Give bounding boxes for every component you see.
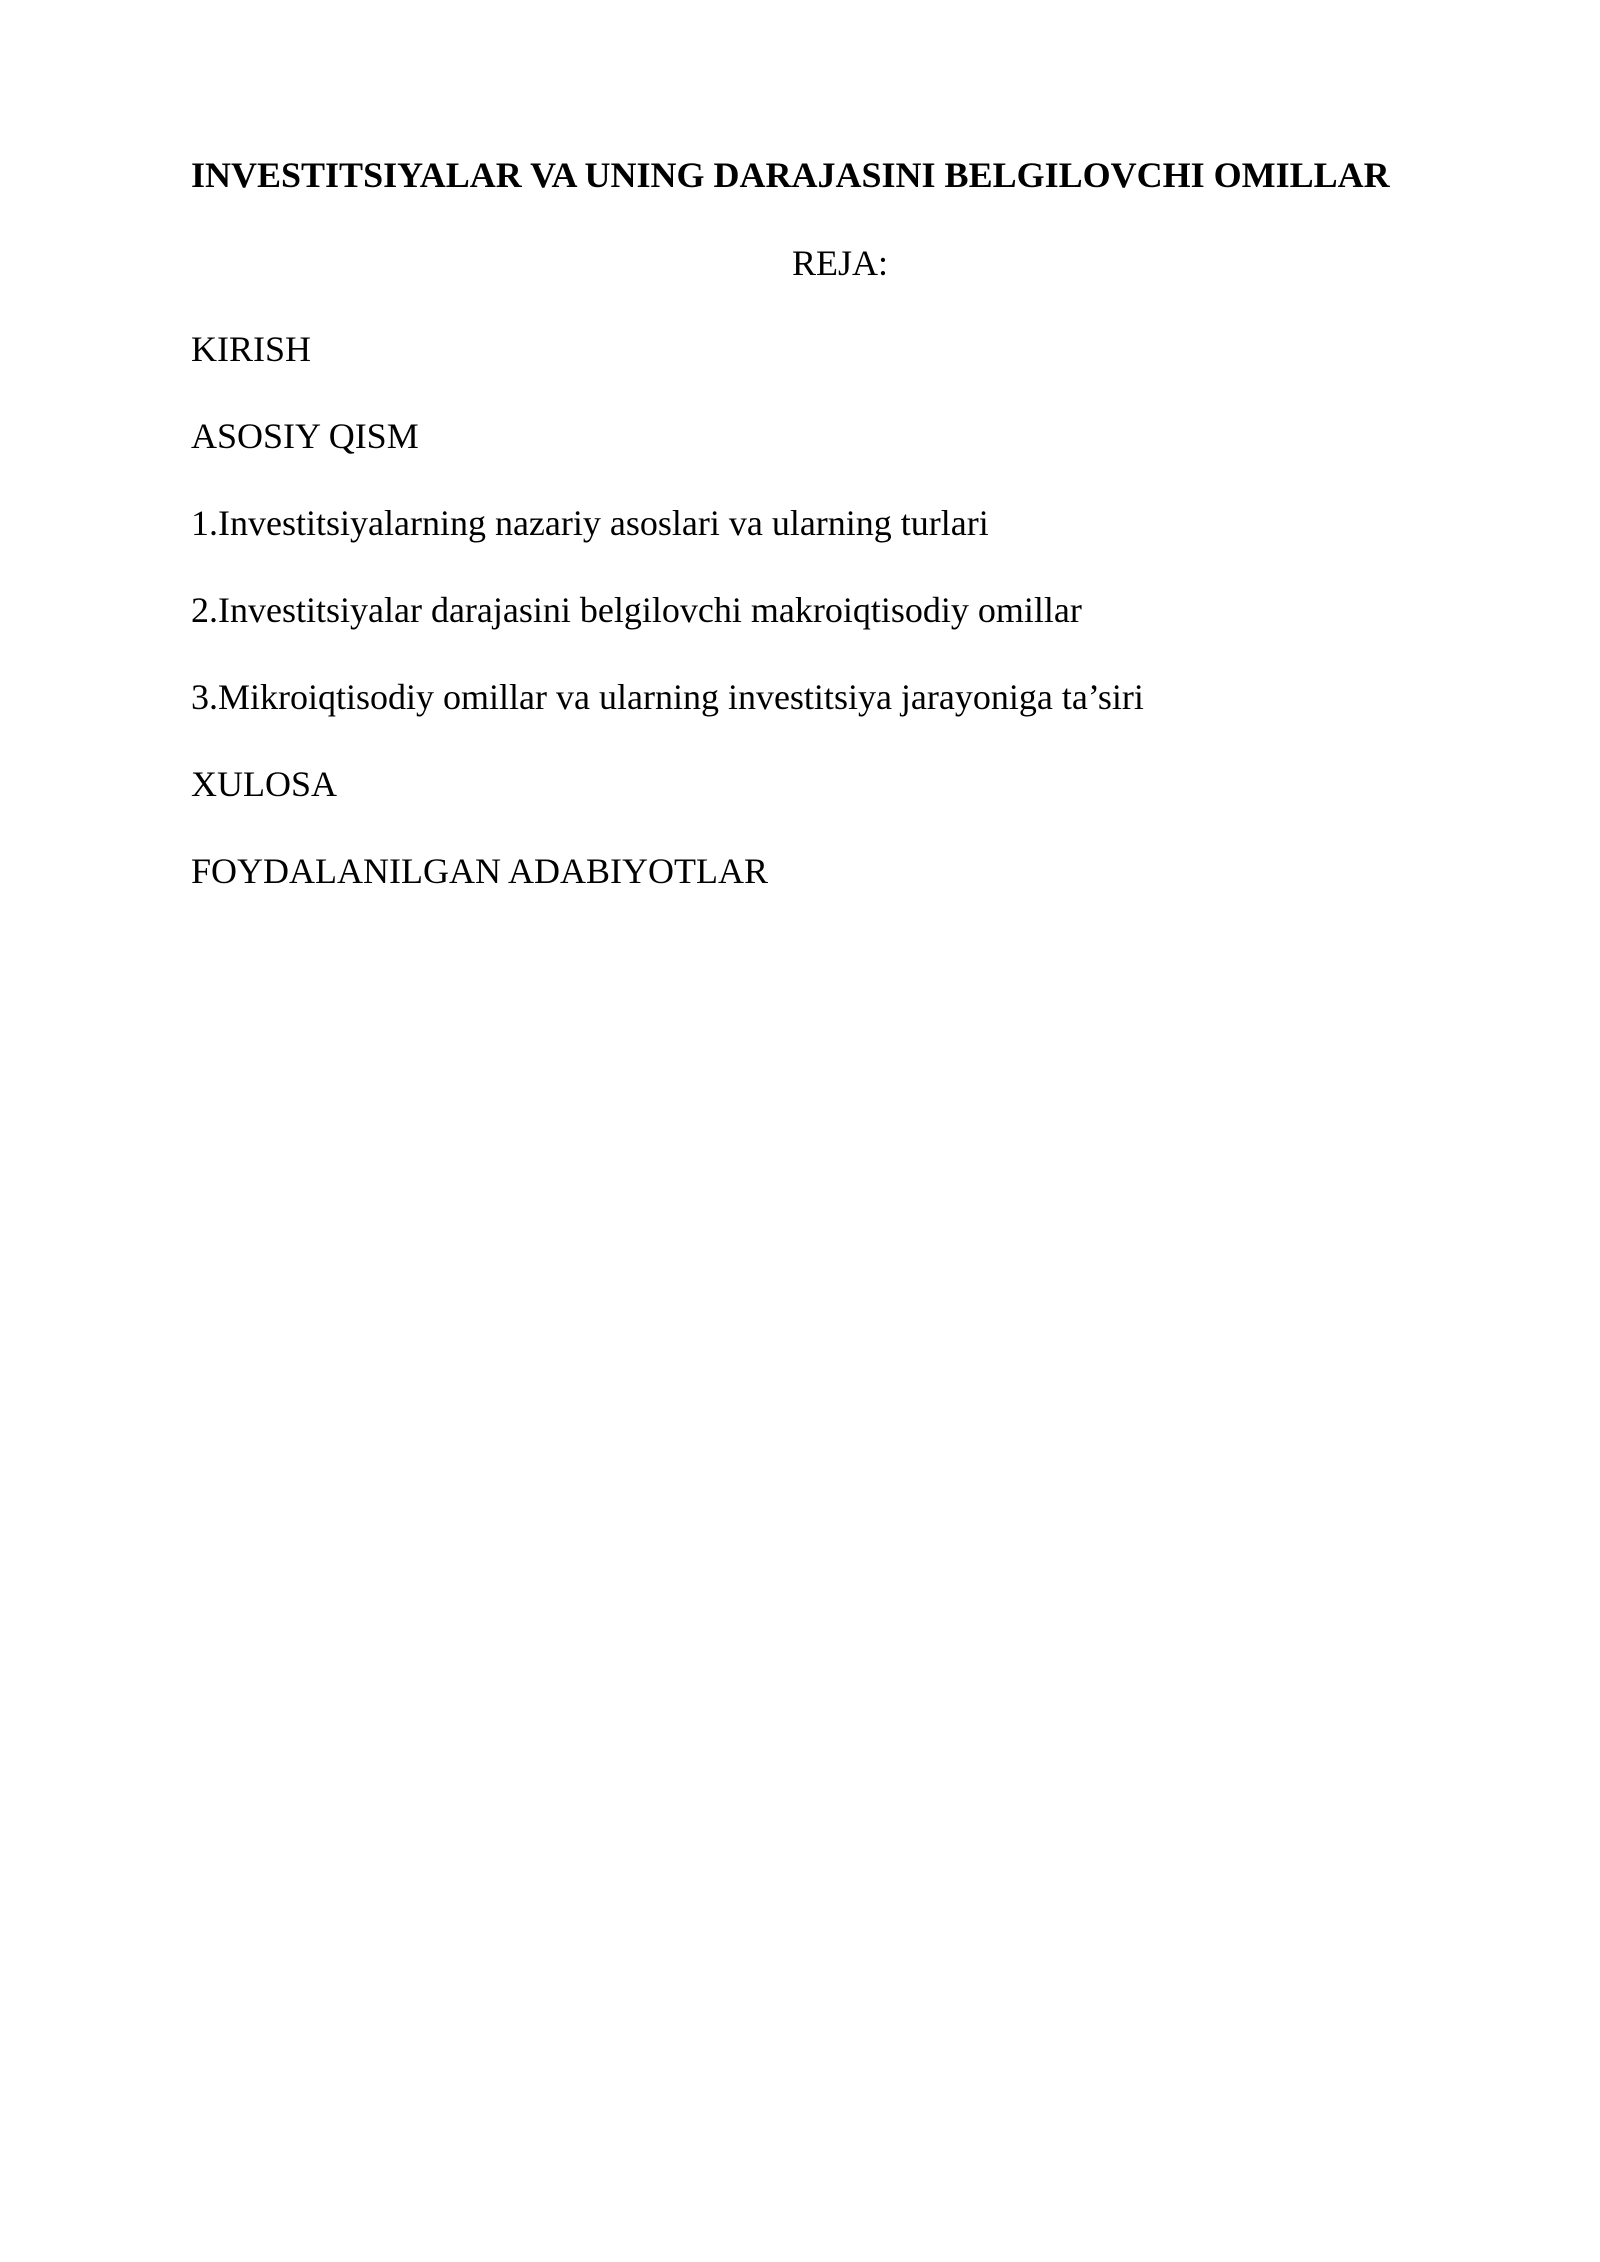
outline-item-main-part: ASOSIY QISM xyxy=(191,416,419,456)
document-title: INVESTITSIYALAR VA UNING DARAJASINI BELGILOVCHI OMILLAR xyxy=(191,155,1390,195)
outline-item-section-2: 2.Investitsiyalar darajasini belgilovchi makroiqtisodiy omillar xyxy=(191,590,1082,630)
outline-item-introduction: KIRISH xyxy=(191,329,312,369)
outline-item-conclusion: XULOSA xyxy=(191,764,338,804)
outline-item-references: FOYDALANILGAN ADABIYOTLAR xyxy=(191,851,768,891)
plan-heading: REJA: xyxy=(791,243,888,283)
outline-item-section-1: 1.Investitsiyalarning nazariy asoslari va ularning turlari xyxy=(191,503,989,543)
outline-item-section-3: 3.Mikroiqtisodiy omillar va ularning investitsiya jarayoniga ta’siri xyxy=(191,677,1144,717)
